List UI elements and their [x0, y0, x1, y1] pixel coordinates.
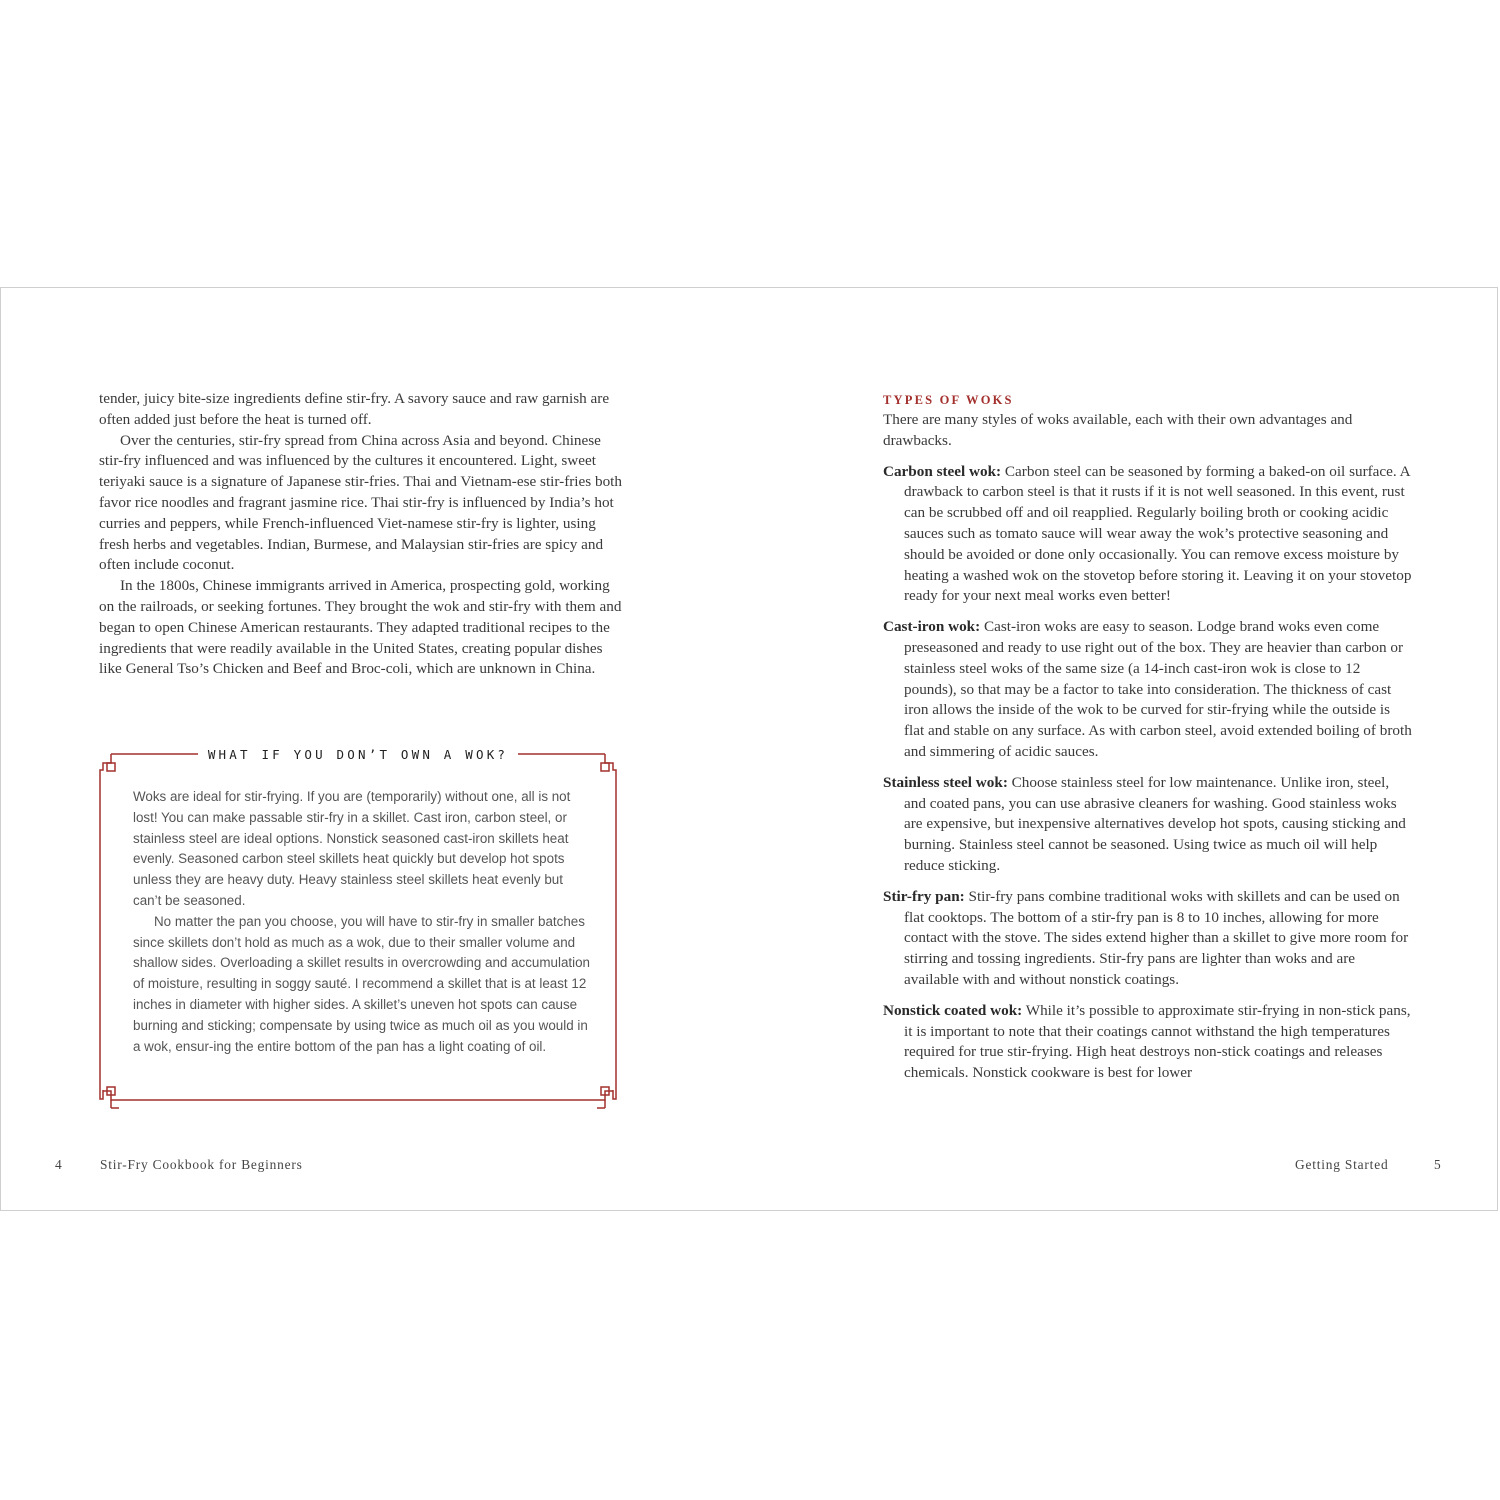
wok-type-term: Nonstick coated wok: [883, 1001, 1023, 1019]
body-paragraph: In the 1800s, Chinese immigrants arrived in America, prospecting gold, working on the railroads, or seeking fortunes. They brought the wok and stir-fry with them and began to open Chinese American restaurants. They adapted traditional recipes to the ingredients that were readily available in the United States, creating popular dishes like General Tso’s Chicken and Beef and Broc-coli, which are unknown in China. [99, 577, 622, 678]
body-paragraph: Over the centuries, stir-fry spread from China across Asia and beyond. Chinese stir-fry influenced and was influenced by the cultures it encountered. Light, sweet teriyaki sauce is a signature of Japanese stir-fries. Thai and Vietnam-ese stir-fries both favor rice noodles and fragrant jasmine rice. Thai stir-fry is influenced by India’s hot curries and peppers, while French-influenced Viet-namese stir-fry is lighter, using fresh herbs and vegetables. Indian, Burmese, and Malaysian stir-fries are spicy and often include coconut. [99, 431, 622, 574]
sidebar-title: WHAT IF YOU DON’T OWN A WOK? [99, 745, 617, 765]
wok-type-entry [883, 773, 1413, 877]
right-page-number: 5 [1434, 1157, 1442, 1172]
wok-type-term: Stir-fry pan: [883, 887, 965, 905]
wok-type-description: Carbon steel can be seasoned by forming a baked-on oil surface. A drawback to carbon steel is that it rusts if it is not well seasoned. In this event, rust can be scrubbed off and oil reapplied. Regularly boiling broth or cooking acidic sauces such as tomato sauce will wear away the wok’s protective seasoning and should be avoided or done only occasionally. You can remove excess moisture by heating a washed wok on the stovetop before storing it. Leaving it on your stovetop ready for your next meal works even better! [904, 462, 1412, 605]
wok-type-entry [883, 1001, 1413, 1084]
left-page-body [99, 389, 624, 680]
sidebar-paragraph: Woks are ideal for stir-frying. If you are (temporarily) without one, all is not lost! You can make passable stir-fry in a skillet. Cast iron, carbon steel, or stainless steel are ideal options. Nonstick seasoned cast-iron skillets heat evenly. Seasoned carbon steel skillets heat quickly but develop hot spots unless they are heavy duty. Heavy stainless steel skillets heat evenly but can’t be seasoned. [133, 789, 571, 908]
wok-type-term: Stainless steel wok: [883, 773, 1008, 791]
wok-type-description: While it’s possible to approximate stir-frying in non-stick pans, it is important to note that their coatings cannot withstand the high temperatures required for true stir-frying. High heat destroys non-stick coatings and releases chemicals. Nonstick cookware is best for lower [904, 1001, 1411, 1082]
right-page-body [883, 391, 1413, 1094]
sidebar-body [133, 787, 593, 1057]
sidebar-paragraph: No matter the pan you choose, you will have to stir-fry in smaller batches since skillets don’t hold as much as a wok, due to their smaller volume and shallow sides. Overloading a skillet results in overcrowding and accumulation of moisture, resulting in soggy sauté. I recommend a skillet that is at least 12 inches in diameter with higher sides. A skillet’s uneven hot spots can cause burning and sticking; compensate by using twice as much oil as you would in a wok, ensur-ing the entire bottom of the pan has a light coating of oil. [133, 913, 590, 1054]
wok-sidebar-box [99, 743, 617, 1111]
wok-type-entry [883, 617, 1413, 763]
wok-type-description: Stir-fry pans combine traditional woks with skillets and can be used on flat cooktops. The bottom of a stir-fry pan is 8 to 10 inches, allowing for more contact with the stove. The sides extend higher than a skillet to give more room for stirring and tossing ingredients. Stir-fry pans are lighter than woks and are available with and without nonstick coatings. [904, 887, 1409, 988]
wok-type-entry [883, 887, 1413, 991]
wok-type-description: Choose stainless steel for low maintenance. Unlike iron, steel, and coated pans, you can use abrasive cleaners for washing. Good stainless woks are expensive, but inexpensive alternatives develop hot spots, causing sticking and burning. Stainless steel cannot be seasoned. Using twice as much oil will help reduce sticking. [904, 773, 1406, 874]
wok-type-term: Carbon steel wok: [883, 462, 1002, 480]
section-intro: There are many styles of woks available, each with their own advantages and drawbacks. [883, 411, 1353, 449]
left-running-footer: Stir-Fry Cookbook for Beginners [100, 1157, 303, 1172]
wok-type-term: Cast-iron wok: [883, 618, 981, 636]
right-running-footer: Getting Started [1295, 1157, 1389, 1172]
body-paragraph: tender, juicy bite-size ingredients define stir-fry. A savory sauce and raw garnish are often added just before the heat is turned off. [99, 390, 610, 428]
section-heading: TYPES OF WOKS [883, 393, 1014, 407]
wok-type-entry [883, 462, 1413, 608]
wok-type-description: Cast-iron woks are easy to season. Lodge brand woks even come preseasoned and ready to use right out of the box. They are heavier than carbon or stainless steel woks of the same size (a 14-inch cast-iron wok is close to 12 pounds), so that may be a factor to take into consideration. The thickness of cast iron allows the inside of the wok to be curved for stir-frying while the outside is flat and stable on any surface. As with carbon steel, avoid extended boiling of broth and simmering of acidic sauces. [904, 618, 1412, 760]
left-page-number: 4 [55, 1157, 63, 1172]
